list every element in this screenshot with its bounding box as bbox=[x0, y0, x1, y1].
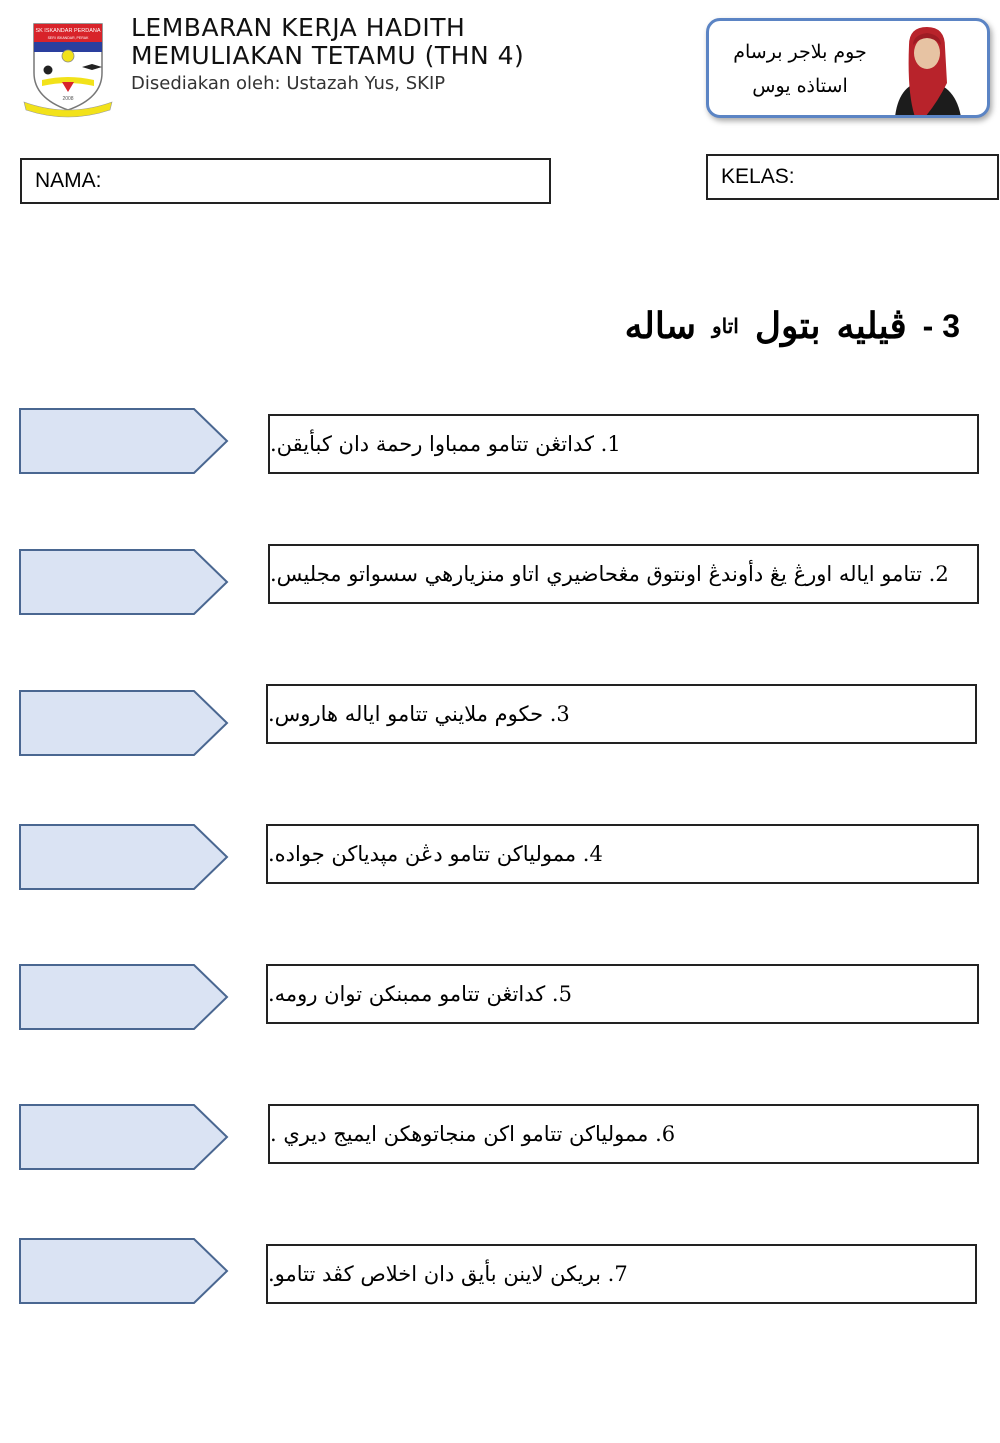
svg-text:2008: 2008 bbox=[62, 96, 74, 102]
section-word-betul: بتول bbox=[754, 305, 821, 347]
answer-arrow-box-7[interactable] bbox=[19, 1238, 229, 1304]
statement-row-2 bbox=[268, 544, 979, 604]
school-crest-icon bbox=[22, 18, 114, 118]
answer-arrow-box-1[interactable] bbox=[19, 408, 229, 474]
statement-row-7 bbox=[266, 1244, 977, 1304]
teacher-photo-icon bbox=[885, 23, 967, 117]
statement-text-2: 2. تتامو اياله اورڠ يڠ دأوندڠ اونتوق مڠحاضيري اتاو منزيارهي سسواتو مجليس. bbox=[270, 562, 949, 586]
prepared-by-text: Disediakan oleh: Ustazah Yus, SKIP bbox=[131, 73, 446, 94]
worksheet-title-line2: MEMULIAKAN TETAMU (THN 4) bbox=[131, 41, 525, 70]
statement-text-6: 6. مموليا‌كن تتامو اكن منجاتوهكن ايميج ديري . bbox=[270, 1122, 676, 1146]
section-heading bbox=[625, 305, 960, 347]
teacher-greeting-line2: استاذه يوس bbox=[752, 75, 848, 97]
svg-text:SERI ISKANDAR, PERAK: SERI ISKANDAR, PERAK bbox=[47, 36, 89, 40]
statement-text-5: 5. كداتڠن تتامو ممبنكن توان رومه. bbox=[268, 982, 572, 1006]
statement-row-1 bbox=[268, 414, 979, 474]
statement-text-3: 3. حكوم ملايني تتامو اياله هاروس. bbox=[268, 702, 570, 726]
statement-row-4 bbox=[266, 824, 979, 884]
teacher-card bbox=[706, 18, 990, 118]
nama-label: NAMA: bbox=[35, 169, 102, 192]
statement-text-4: 4. مموليا‌كن تتامو دڠن مپدياكن جواده. bbox=[268, 842, 603, 866]
statement-row-5 bbox=[266, 964, 979, 1024]
teacher-greeting-line1: جوم بلاجر برسام bbox=[733, 41, 867, 63]
worksheet-title-line1: LEMBARAN KERJA HADITH bbox=[131, 13, 466, 42]
answer-arrow-box-6[interactable] bbox=[19, 1104, 229, 1170]
statement-text-7: 7. بريكن لاينن بأيق دان اخلاص كڤد تتامو. bbox=[268, 1262, 628, 1286]
statement-text-1: 1. كداتڠن تتامو ممباوا رحمة دان كبأيقن. bbox=[270, 432, 621, 456]
svg-text:SK ISKANDAR PERDANA: SK ISKANDAR PERDANA bbox=[35, 28, 101, 34]
school-logo bbox=[22, 18, 114, 118]
answer-arrow-box-5[interactable] bbox=[19, 964, 229, 1030]
section-number: 3 - bbox=[922, 307, 960, 344]
answer-arrow-box-3[interactable] bbox=[19, 690, 229, 756]
statement-row-3 bbox=[266, 684, 977, 744]
statement-row-6 bbox=[268, 1104, 979, 1164]
section-word-salah: ساله bbox=[624, 305, 696, 347]
section-word-pilih: ڤيليه bbox=[836, 305, 907, 347]
kelas-label: KELAS: bbox=[721, 165, 795, 188]
answer-arrow-box-2[interactable] bbox=[19, 549, 229, 615]
kelas-field[interactable] bbox=[706, 154, 999, 200]
teacher-greeting bbox=[715, 35, 885, 103]
nama-field[interactable] bbox=[20, 158, 551, 204]
section-word-atau: اتاو bbox=[711, 314, 739, 338]
answer-arrow-box-4[interactable] bbox=[19, 824, 229, 890]
